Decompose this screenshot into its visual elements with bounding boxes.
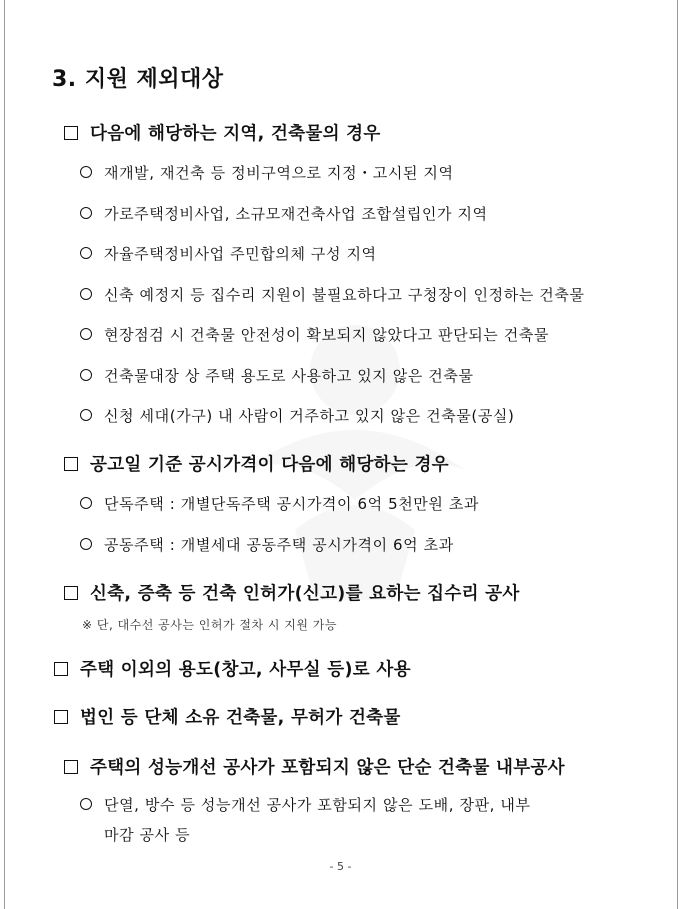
list-item: 신축 예정지 등 집수리 지원이 불필요하다고 구청장이 인정하는 건축물 [80,284,585,305]
list-item: 자율주택정비사업 주민합의체 구성 지역 [80,243,377,264]
circle-bullet-icon [80,538,92,550]
circle-bullet-icon [80,166,92,178]
list-item: 신청 세대(가구) 내 사람이 거주하고 있지 않은 건축물(공실) [80,405,514,426]
list-item: 재개발, 재건축 등 정비구역으로 지정・고시된 지역 [80,162,454,183]
checkbox-square-icon [64,586,78,600]
page-border-left [4,0,5,909]
circle-bullet-icon [80,798,92,810]
section-heading-6: 주택의 성능개선 공사가 포함되지 않은 단순 건축물 내부공사 [64,754,565,779]
list-item: 건축물대장 상 주택 용도로 사용하고 있지 않은 건축물 [80,365,474,386]
page-border-right [677,0,678,909]
circle-bullet-icon [80,369,92,381]
checkbox-square-icon [64,457,78,471]
circle-bullet-icon [80,207,92,219]
page-title: 3. 지원 제외대상 [52,67,224,92]
list-item: 현장점검 시 건축물 안전성이 확보되지 않았다고 판단되는 건축물 [80,324,549,345]
section-heading-3: 신축, 증축 등 건축 인허가(신고)를 요하는 집수리 공사 [64,580,520,605]
section-heading-5: 법인 등 단체 소유 건축물, 무허가 건축물 [54,704,401,729]
list-item: 공동주택 : 개별세대 공동주택 공시가격이 6억 초과 [80,534,454,555]
page-number: - 5 - [329,860,352,873]
section-heading-4: 주택 이외의 용도(창고, 사무실 등)로 사용 [54,656,411,681]
section-heading-1: 다음에 해당하는 지역, 건축물의 경우 [64,120,381,145]
circle-bullet-icon [80,497,92,509]
circle-bullet-icon [80,328,92,340]
circle-bullet-icon [80,409,92,421]
checkbox-square-icon [64,126,78,140]
list-item: 단독주택 : 개별단독주택 공시가격이 6억 5천만원 초과 [80,493,479,514]
circle-bullet-icon [80,288,92,300]
checkbox-square-icon [64,760,78,774]
list-item: 가로주택정비사업, 소규모재건축사업 조합설립인가 지역 [80,203,488,224]
list-item: 단열, 방수 등 성능개선 공사가 포함되지 않은 도배, 장판, 내부 마감 공사 등 [80,790,635,850]
note-text: ※ 단, 대수선 공사는 인허가 절차 시 지원 가능 [82,618,337,632]
checkbox-square-icon [54,662,68,676]
circle-bullet-icon [80,247,92,259]
checkbox-square-icon [54,710,68,724]
section-heading-2: 공고일 기준 공시가격이 다음에 해당하는 경우 [64,451,449,476]
